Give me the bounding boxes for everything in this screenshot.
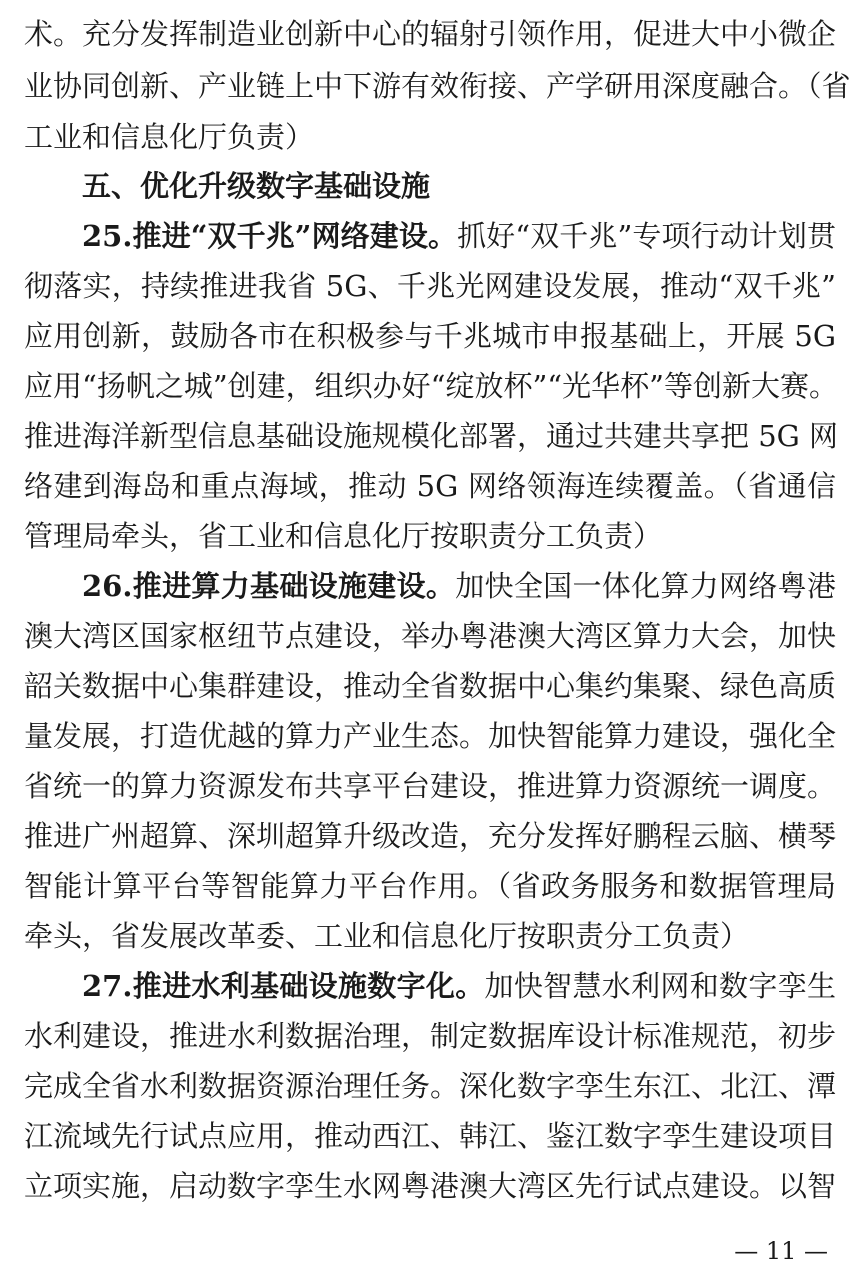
body-text: 抓好“双千兆”专项行动计划贯 [457, 219, 836, 253]
body-text-line: 牵头，省发展改革委、工业和信息化厅按职责分工负责） [24, 919, 750, 953]
item-26-first-line [82, 566, 836, 606]
body-text-line: 推进广州超算、深圳超算升级改造，充分发挥好鹏程云脑、横琴 [24, 819, 837, 853]
body-text-line: 络建到海岛和重点海域，推动 5G 网络领海连续覆盖。（省通信 [24, 469, 836, 503]
body-text-line: 江流域先行试点应用，推动西江、韩江、鉴江数字孪生建设项目 [24, 1119, 837, 1153]
item-27-first-line [82, 966, 836, 1006]
body-text-line: 省统一的算力资源发布共享平台建设，推进算力资源统一调度。 [24, 769, 837, 803]
body-text: 加快智慧水利网和数字孪生 [484, 969, 836, 1003]
item-26-title: 26.推进算力基础设施建设。 [82, 569, 456, 603]
body-text-line: 彻落实，持续推进我省 5G、千兆光网建设发展，推动“双千兆” [24, 269, 836, 303]
body-text-line: 推进海洋新型信息基础设施规模化部署，通过共建共享把 5G 网 [24, 419, 839, 453]
body-text-line: 术。充分发挥制造业创新中心的辐射引领作用，促进大中小微企 [24, 17, 837, 51]
body-text-line: 管理局牵头，省工业和信息化厅按职责分工负责） [24, 519, 663, 553]
item-25-first-line [82, 216, 836, 256]
body-text-line: 量发展，打造优越的算力产业生态。加快智能算力建设，强化全 [24, 719, 837, 753]
item-25-title: 25.推进“双千兆”网络建设。 [82, 219, 458, 253]
body-text-line: 澳大湾区国家枢纽节点建设，举办粤港澳大湾区算力大会，加快 [24, 619, 837, 653]
page-number: — 11 — [734, 1237, 828, 1265]
body-text-line: 应用创新，鼓励各市在积极参与千兆城市申报基础上，开展 5G [24, 319, 836, 353]
section-heading: 五、优化升级数字基础设施 [82, 169, 431, 203]
body-text: 加快全国一体化算力网络粤港 [455, 569, 836, 603]
body-text-line: 智能计算平台等智能算力平台作用。（省政务服务和数据管理局 [24, 869, 836, 903]
body-text-line: 工业和信息化厅负责） [24, 120, 315, 154]
body-text-line: 应用“扬帆之城”创建，组织办好“绽放杯”“光华杯”等创新大赛。 [24, 369, 838, 403]
body-text-line: 水利建设，推进水利数据治理，制定数据库设计标准规范，初步 [24, 1019, 837, 1053]
body-text-line: 立项实施，启动数字孪生水网粤港澳大湾区先行试点建设。以智 [24, 1169, 837, 1203]
body-text-line: 业协同创新、产业链上中下游有效衔接、产学研用深度融合。（省 [24, 69, 851, 103]
body-text-line: 韶关数据中心集群建设，推动全省数据中心集约集聚、绿色高质 [24, 669, 837, 703]
item-27-title: 27.推进水利基础设施数字化。 [82, 969, 485, 1003]
body-text-line: 完成全省水利数据资源治理任务。深化数字孪生东江、北江、潭 [24, 1069, 837, 1103]
